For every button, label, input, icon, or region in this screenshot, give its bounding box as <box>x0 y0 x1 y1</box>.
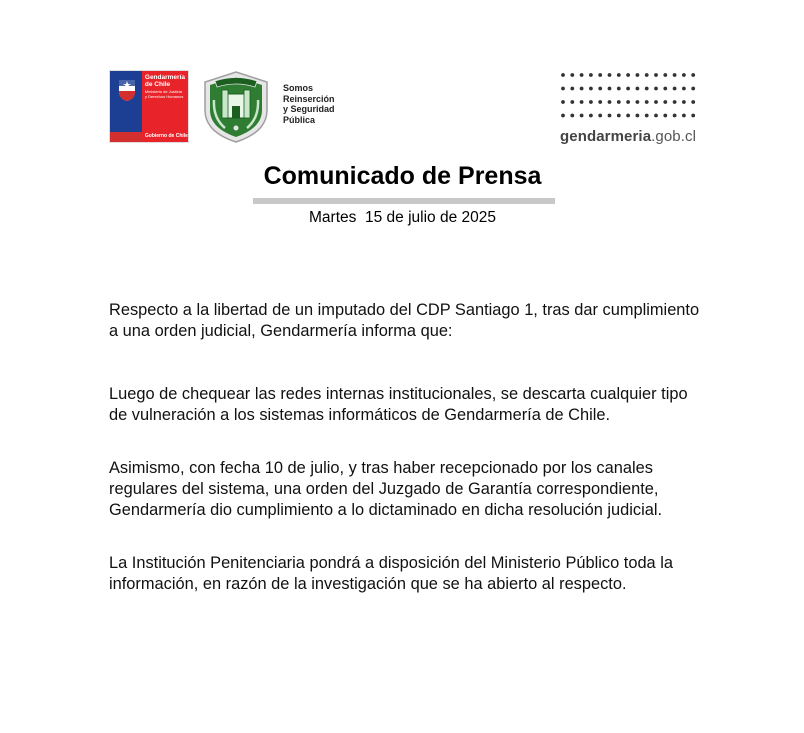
dot <box>598 100 602 104</box>
tagline-line-2: Reinserción <box>283 93 335 104</box>
dot <box>570 73 574 77</box>
dot <box>691 100 695 104</box>
dot <box>580 100 584 104</box>
tagline-line-4: Pública <box>283 114 316 125</box>
dot <box>561 100 565 104</box>
gendarmeria-badge-icon <box>201 70 271 144</box>
dot <box>691 87 695 91</box>
dot <box>626 73 630 77</box>
dot <box>589 114 593 118</box>
dot <box>589 100 593 104</box>
dot <box>570 100 574 104</box>
dot <box>682 100 686 104</box>
paragraph-2: Luego de chequear las redes internas institucionales, se descarta cualquier tipo de vulneración a los sistemas informáticos de Gendarmería de Chile. <box>109 385 688 424</box>
dot <box>645 73 649 77</box>
tagline <box>283 83 335 125</box>
dot <box>654 73 658 77</box>
gob-logo-line1: Gendarmería <box>144 74 185 81</box>
dot <box>636 114 640 118</box>
paragraph-4: La Institución Penitenciaria pondrá a disposición del Ministerio Público toda la información, en razón de la investigación que se ha abierto al respecto. <box>109 554 673 593</box>
paragraph-3: Asimismo, con fecha 10 de julio, y tras haber recepcionado por los canales regulares del sistema, una orden del Juzgado de Garantía correspondiente, Gendarmería dio cumplimiento a lo dictaminado en dicha resolución judicial. <box>109 459 663 519</box>
dot <box>589 87 593 91</box>
dot <box>654 114 658 118</box>
dot <box>561 73 565 77</box>
dot <box>617 87 621 91</box>
dot <box>570 87 574 91</box>
dot <box>608 87 612 91</box>
dot <box>580 114 584 118</box>
dot <box>617 100 621 104</box>
dot <box>561 87 565 91</box>
dot <box>682 114 686 118</box>
dot <box>673 73 677 77</box>
dot <box>589 73 593 77</box>
dot <box>608 73 612 77</box>
dot <box>673 114 677 118</box>
site-url-domain: gendarmeria <box>560 128 652 145</box>
dot <box>645 100 649 104</box>
tagline-line-3: y Seguridad <box>283 104 335 114</box>
dot <box>663 73 667 77</box>
dot <box>561 114 565 118</box>
dot <box>663 87 667 91</box>
chile-coat-of-arms-icon <box>114 77 140 103</box>
dot <box>598 114 602 118</box>
dot <box>617 73 621 77</box>
dot <box>645 114 649 118</box>
paragraph-1: Respecto a la libertad de un imputado del CDP Santiago 1, tras dar cumplimiento a una orden judicial, Gendarmería informa que: <box>109 301 700 340</box>
dot <box>654 100 658 104</box>
dot <box>598 87 602 91</box>
dot <box>636 100 640 104</box>
gob-logo-line2: de Chile <box>144 81 171 88</box>
dot <box>626 87 630 91</box>
dot <box>608 114 612 118</box>
dot <box>654 87 658 91</box>
dot <box>636 87 640 91</box>
dot <box>580 87 584 91</box>
dot <box>580 73 584 77</box>
website-url <box>560 128 696 145</box>
gob-logo-line3: Ministerio de Justicia y Derechos Humanos <box>144 89 184 99</box>
title-underline <box>253 198 555 204</box>
gob-logo-footer: Gobierno de Chile <box>144 133 188 139</box>
dot <box>636 73 640 77</box>
dot <box>645 87 649 91</box>
document-date: Martes 15 de julio de 2025 <box>309 209 496 226</box>
dot <box>598 73 602 77</box>
dot <box>617 114 621 118</box>
dot <box>626 100 630 104</box>
gobierno-de-chile-logo <box>109 70 189 143</box>
dot <box>691 73 695 77</box>
dot <box>663 114 667 118</box>
dot <box>673 100 677 104</box>
document-title: Comunicado de Prensa <box>263 162 542 190</box>
dot-grid-decoration <box>560 72 696 120</box>
dot <box>691 114 695 118</box>
dot <box>663 100 667 104</box>
dot <box>570 114 574 118</box>
dot <box>682 87 686 91</box>
dot <box>673 87 677 91</box>
dot <box>608 100 612 104</box>
tagline-line-1: Somos <box>283 83 314 93</box>
dot <box>626 114 630 118</box>
site-url-suffix: .gob.cl <box>651 128 697 145</box>
dot <box>682 73 686 77</box>
